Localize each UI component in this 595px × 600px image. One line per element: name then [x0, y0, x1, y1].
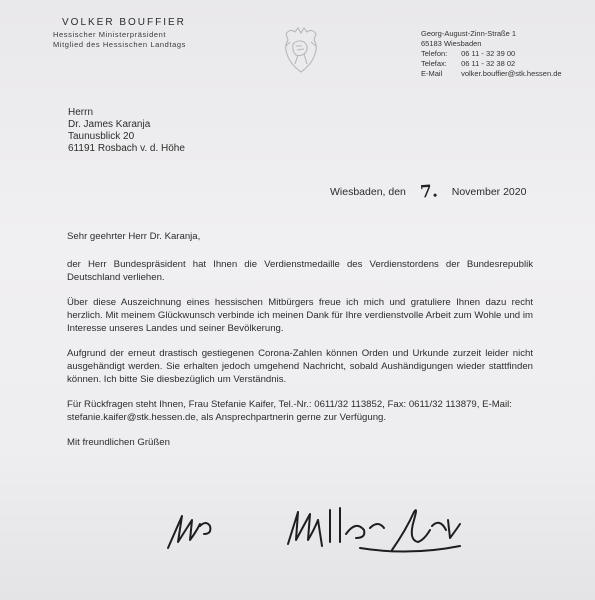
contact-city: 65183 Wiesbaden	[421, 39, 482, 48]
phone-label: Telefon:	[421, 49, 448, 58]
recipient-name: Dr. James Karanja	[68, 119, 151, 130]
recipient-address	[68, 107, 185, 155]
contact-fax	[421, 59, 562, 69]
sender-contact-block	[421, 29, 562, 79]
recipient-line: Herrn	[68, 107, 94, 118]
paragraph-corona: Aufgrund der erneut drastisch gestiegenen Corona-Zahlen können Orden und Urkunde zurzeit leider nicht ausgehändigt werden. Sie erhalten jedoch umgehend Nachricht, sobald Aushändigungen wieder stattfinden können. Ich bitte Sie diesbezüglich um Verständnis.	[67, 348, 533, 385]
fax-label: Telefax:	[421, 59, 447, 68]
closing: Mit freundlichen Grüßen	[67, 437, 170, 448]
fax-number: 06 11 - 32 38 02	[461, 59, 516, 68]
email-address: volker.bouffier@stk.hessen.de	[461, 69, 562, 78]
email-label: E-Mail	[421, 69, 443, 78]
contact-email	[421, 69, 562, 79]
paragraph-contact: Für Rückfragen steht Ihnen, Frau Stefanie Kaifer, Tel.-Nr.: 0611/32 113852, Fax: 0611/32 113879, E-Mail: stefanie.kaifer@stk.hessen.de, als Ansprechpartnerin gerne zur Verfügung.	[67, 399, 512, 423]
hessen-lion-crest-icon	[278, 24, 324, 76]
recipient-city: 61191 Rosbach v. d. Höhe	[68, 143, 185, 154]
contact-phone	[421, 49, 562, 59]
phone-number: 06 11 - 32 39 00	[461, 49, 516, 58]
sender-title: Hessischer Ministerpräsident	[53, 30, 167, 39]
salutation: Sehr geehrter Herr Dr. Karanja,	[67, 231, 201, 242]
date-day-handwritten: 7.	[419, 181, 439, 203]
contact-street: Georg-August-Zinn-Straße 1	[421, 29, 517, 38]
paragraph-award: der Herr Bundespräsident hat Ihnen die Verdienstmedaille des Verdienstordens der Bundesrepublik Deutschland verliehen.	[67, 259, 533, 283]
sender-name: VOLKER BOUFFIER	[62, 17, 186, 28]
paragraph-congratulations: Über diese Auszeichnung eines hessischen Mitbürgers freue ich mich und gratuliere Ihnen dazu recht herzlich. Mit meinem Glückwunsch verbinde ich meinen Dank für Ihre verdienstvolle Arbeit zum Wohle und im Interesse unseres Landes und seiner Bevölkerung.	[67, 297, 533, 334]
recipient-street: Taunusblick 20	[68, 131, 135, 142]
letter-body	[67, 230, 533, 449]
date-month-year: November 2020	[451, 186, 527, 198]
date-place: Wiesbaden, den	[330, 186, 406, 198]
handwritten-signature	[160, 490, 530, 570]
letter-date	[330, 180, 527, 203]
sender-membership: Mitglied des Hessischen Landtags	[53, 40, 187, 49]
